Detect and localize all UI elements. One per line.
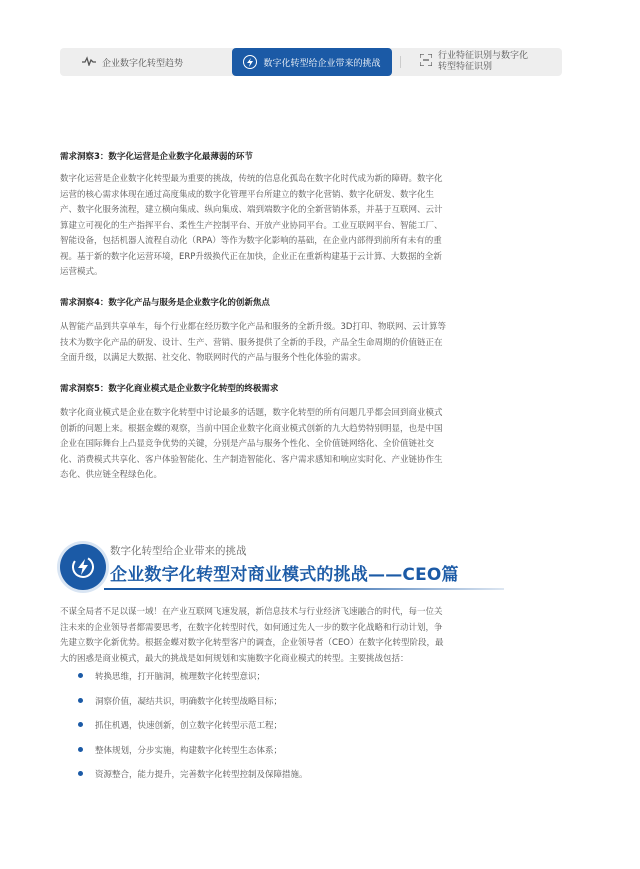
list-item [78, 744, 308, 769]
section-underline [104, 588, 504, 590]
paragraph-line: 注未来的企业领导者都需要思考，在数字化转型时代，如何通过先人一步的数字化战略和行动计划，争 [60, 622, 443, 633]
paragraph-line: 全面升级，以满足大数据、社交化、物联网时代的产品与服务个性化体验的需求。 [60, 353, 367, 363]
insight-4 [60, 296, 505, 367]
bullet-dot-icon [78, 747, 83, 752]
lightning-circle-icon [243, 55, 257, 69]
tab-label: 企业数字化转型趋势 [102, 58, 184, 69]
trend-line-icon [82, 56, 96, 69]
insight-heading: 需求洞察3：数字化运营是企业数字化最薄弱的环节 [60, 152, 253, 162]
insight-heading: 需求洞察4：数字化产品与服务是企业数字化的创新焦点 [60, 298, 270, 308]
insight-3 [60, 150, 505, 281]
section-tab-bar [60, 48, 562, 76]
tab-label-line2: 转型特征识别 [438, 62, 493, 72]
list-item [78, 768, 308, 793]
bullet-dot-icon [78, 698, 83, 703]
insight-heading: 需求洞察5：数字化商业模式是企业数字化转型的终极需求 [60, 384, 279, 394]
tab-label-line1: 行业特征识别与数字化 [438, 51, 529, 61]
bullet-dot-icon [78, 722, 83, 727]
paragraph-line: 不谋全局者不足以谋一域！在产业互联网飞速发展，新信息技术与行业经济飞速融合的时代，每一位关 [60, 607, 443, 617]
paragraph-line: 产、数字化服务流程，建立横向集成、纵向集成、端到端数字化的全新营销体系，并基于互联网、云计 [60, 205, 443, 215]
paragraph-line: 大的困惑是商业模式，最大的挑战是如何规划和实施数字化商业模式的转型。主要挑战包括： [60, 653, 409, 664]
paragraph-line: 视。基于新的数字化运营环境，ERP升级换代正在加快，企业正在重新构建基于云计算、大数据的全新 [60, 251, 442, 262]
lightning-circle-icon [60, 544, 106, 590]
insight-5 [60, 382, 505, 484]
paragraph-line: 数字化运营是企业数字化转型最为重要的挑战，传统的信息化孤岛在数字化时代成为新的障碍。数字化 [60, 174, 443, 184]
paragraph-line: 创新的问题上来。根据金蝶的观察，当前中国企业数字化商业模式创新的九大趋势特别明显，也是中国 [60, 423, 443, 434]
paragraph-line: 企业在国际舞台上凸显竞争优势的关键，分别是产品与服务个性化、全价值链网络化、全价值链社交 [60, 439, 435, 449]
paragraph-line: 智能设备，包括机器人流程自动化（RPA）等作为数字化影响的基础，在企业内部得到前所有未有的重 [60, 236, 442, 246]
tab-industry-identification[interactable] [420, 48, 560, 76]
tab-transformation-challenges[interactable] [232, 48, 392, 76]
list-item-text: 资源整合，能力提升，完善数字化转型控制及保障措施。 [95, 770, 308, 780]
paragraph-line: 运营的核心需求体现在通过高度集成的数字化管理平台所建立的数字化营销、数字化研发、数字化生 [60, 189, 435, 200]
paragraph-line: 化、消费模式共享化、客户体验智能化、生产制造智能化、客户需求感知和响应实时化、产业链协作生 [60, 454, 443, 465]
list-item [78, 695, 308, 720]
tab-label: 数字化转型给企业带来的挑战 [263, 58, 381, 69]
paragraph-line: 运营模式。 [60, 267, 103, 277]
paragraph-line: 先建立数字化新优势。根据金蝶对数字化转型客户的调查，企业领导者（CEO）在数字化转型阶段，最 [60, 638, 444, 648]
list-item [78, 670, 308, 695]
list-item-text: 整体规划，分步实施，构建数字化转型生态体系； [95, 745, 283, 756]
section-subtitle: 数字化转型给企业带来的挑战 [110, 545, 247, 557]
challenge-list [78, 670, 308, 793]
list-item-text: 洞察价值，凝结共识，明确数字化转型战略目标； [95, 696, 283, 707]
bullet-dot-icon [78, 771, 83, 776]
section-intro [60, 605, 505, 667]
list-item-text: 转换思维，打开脑洞，梳理数字化转型意识； [95, 672, 266, 682]
tab-divider [400, 56, 401, 68]
list-item [78, 719, 308, 744]
paragraph-line: 数字化商业模式是企业在数字化转型中讨论最多的话题，数字化转型的所有问题几乎都会回到商业模式 [60, 408, 443, 418]
section-title: 企业数字化转型对商业模式的挑战——CEO篇 [110, 565, 459, 585]
tab-digital-trends[interactable] [82, 48, 232, 76]
paragraph-line: 技术为数字化产品的研发、设计、生产、营销、服务提供了全新的手段，产品全生命周期的价值链正在 [60, 337, 443, 348]
list-item-text: 抓住机遇，快速创新，创立数字化转型示范工程； [95, 721, 283, 731]
bullet-dot-icon [78, 673, 83, 678]
paragraph-line: 从智能产品到共享单车，每个行业都在经历数字化产品和服务的全新升级。3D打印、物联网、云计算等 [60, 322, 446, 332]
paragraph-line: 算建立可视化的生产指挥平台、柔性生产控制平台、开放产业协同平台。工业互联网平台、智能工厂、 [60, 220, 443, 231]
scan-frame-icon [420, 54, 432, 70]
paragraph-line: 态化、供应链全程绿色化。 [60, 470, 163, 480]
